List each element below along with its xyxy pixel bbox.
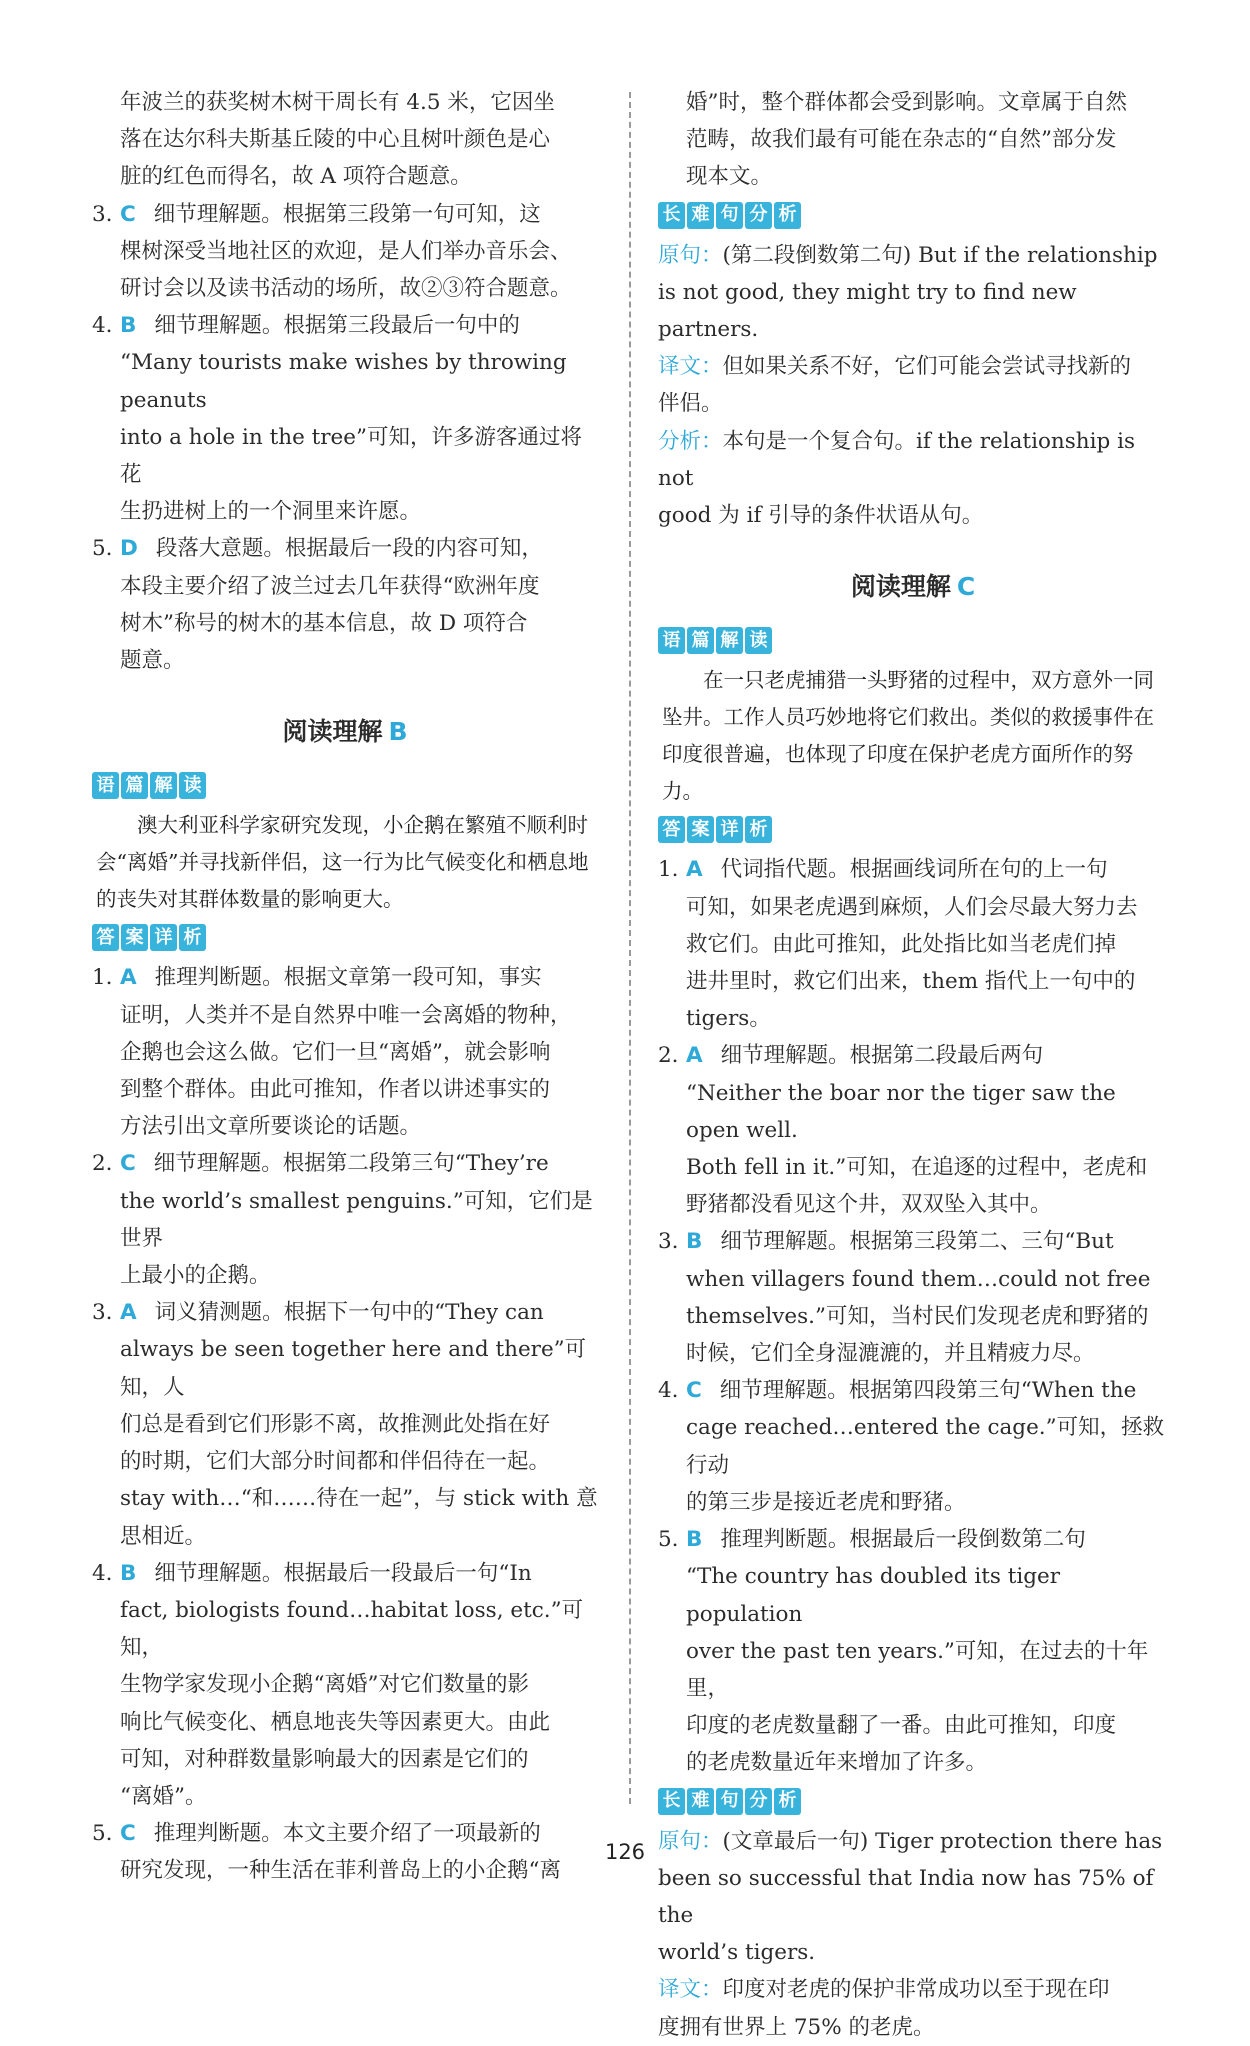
text-line: 现本文。 <box>686 164 773 190</box>
tag-char: 分 <box>745 1788 772 1815</box>
text-line: 推理判断题。根据文章第一段可知，事实 <box>154 965 542 991</box>
item-number: 1. <box>92 965 113 991</box>
text-line: 野猪都没看见这个井，双双坠入其中。 <box>686 1192 1052 1218</box>
text-line: into a hole in the tree”可知，许多游客通过将花 <box>120 424 582 488</box>
text-line: cage reached…entered the cage.”可知，拯救行动 <box>686 1415 1165 1478</box>
tag-char: 解 <box>150 772 177 799</box>
text-line: 研究发现，一种生活在菲利普岛上的小企鹅“离 <box>120 1858 561 1884</box>
answer-item <box>658 851 1168 1037</box>
long-sentence-1: 原句：(第二段倒数第二句) But if the relationship is not good, they might try to find new partners. 译文：但如果关系不好，它们可能会尝试寻找新的 伴侣。 分析：本句是一个复合句。if the relationship is not good 为 if 引导的条件状语从句。 <box>658 242 1158 529</box>
text-line: 印度的老虎数量翻了一番。由此可推知，印度 <box>686 1713 1117 1739</box>
tag-char: 详 <box>150 924 177 951</box>
item-number: 3. <box>92 1300 113 1326</box>
text-line: over the past ten years.”可知，在过去的十年里， <box>686 1638 1149 1701</box>
tag-changnanju-fenxi <box>658 202 1168 229</box>
text-line: 年波兰的获奖树木树干周长有 4.5 米，它因坐 <box>120 90 555 115</box>
text-line: 证明，人类并不是自然界中唯一会离婚的物种， <box>120 1002 572 1028</box>
text-line: when villagers found them…could not free <box>686 1266 1151 1292</box>
text-line: 段落大意题。根据最后一段的内容可知， <box>155 536 543 562</box>
right-column <box>658 84 1168 2046</box>
text-line: 代词指代题。根据画线词所在句的上一句 <box>720 857 1108 883</box>
answer-item <box>92 1555 598 1815</box>
text-line: 词义猜测题。根据下一句中的“They can <box>154 1300 544 1326</box>
text-line: 们总是看到它们形影不离，故推测此处指在好 <box>120 1411 551 1437</box>
tag-char: 语 <box>92 772 119 799</box>
section-heading-b: 阅读理解 B <box>282 717 408 747</box>
text-line: 时候，它们全身湿漉漉的，并且精疲力尽。 <box>686 1341 1095 1367</box>
item-number: 4. <box>92 1560 113 1586</box>
tag-daan-xiangxi <box>92 924 598 951</box>
answer-list-a <box>92 196 598 680</box>
tag-char: 析 <box>774 1788 801 1815</box>
page-number: 126 <box>604 1840 646 1864</box>
item-number: 5. <box>92 1821 113 1847</box>
answer-letter: B <box>686 1229 703 1255</box>
answer-letter: A <box>120 1300 137 1326</box>
tag-char: 案 <box>121 924 148 951</box>
answer-letter: A <box>686 1043 703 1069</box>
tag-yupian-jiedu <box>92 772 598 799</box>
column-divider <box>629 92 631 1804</box>
item-number: 2. <box>658 1043 679 1069</box>
tag-char: 读 <box>745 627 772 654</box>
text-line: “Many tourists make wishes by throwing peanuts <box>120 350 567 413</box>
answer-item <box>92 1145 598 1294</box>
section-heading-c: 阅读理解 C <box>850 572 976 602</box>
text-line: 树木”称号的树木的基本信息，故 D 项符合 <box>120 610 528 636</box>
text-line: 到整个群体。由此可推知，作者以讲述事实的 <box>120 1077 551 1103</box>
tag-char: 句 <box>716 1788 743 1815</box>
item-number: 1. <box>658 857 679 883</box>
text-line: 可知，如果老虎遇到麻烦，人们会尽最大努力去 <box>686 894 1138 920</box>
answer-letter: A <box>686 857 703 883</box>
text-line: “离婚”。 <box>120 1783 207 1809</box>
text-line: 推理判断题。根据最后一段倒数第二句 <box>720 1527 1086 1553</box>
tag-char: 篇 <box>121 772 148 799</box>
tag-char: 答 <box>658 816 685 843</box>
answer-item <box>92 307 598 530</box>
tag-char: 长 <box>658 1788 685 1815</box>
answer-item <box>658 1037 1168 1223</box>
text-line: 细节理解题。根据第三段第一句可知，这 <box>153 201 541 227</box>
text-line: 响比气候变化、栖息地丧失等因素更大。由此 <box>120 1709 551 1735</box>
text-line: 企鹅也会这么做。它们一旦“离婚”，就会影响 <box>120 1039 551 1065</box>
answer-list-c <box>658 851 1168 1781</box>
text-line: themselves.”可知，当村民们发现老虎和野猪的 <box>686 1303 1149 1329</box>
text-line: 的时期，它们大部分时间都和伴侣待在一起。 <box>120 1449 551 1475</box>
tag-char: 解 <box>716 627 743 654</box>
tag-char: 析 <box>774 202 801 229</box>
answer-item <box>658 1521 1168 1781</box>
tag-char: 难 <box>687 1788 714 1815</box>
answer-item <box>92 1294 598 1554</box>
text-line: 可知，对种群数量影响最大的因素是它们的 <box>120 1746 529 1772</box>
text-line: the world’s smallest penguins.”可知，它们是世界 <box>120 1188 593 1251</box>
text-line: 思相近。 <box>120 1523 207 1549</box>
answer-letter: C <box>120 1151 136 1177</box>
item-number: 5. <box>658 1527 679 1553</box>
answer-item <box>92 530 598 679</box>
answer-letter: B <box>120 1560 137 1586</box>
text-line: 生物学家发现小企鹅“离婚”对它们数量的影 <box>120 1672 529 1698</box>
text-line: 的老虎数量近年来增加了许多。 <box>686 1750 988 1776</box>
tag-char: 详 <box>716 816 743 843</box>
text-line: 生扔进树上的一个洞里来许愿。 <box>120 499 422 525</box>
answer-letter: D <box>120 536 138 562</box>
text-line: 细节理解题。根据第四段第三句“When the <box>719 1378 1137 1404</box>
text-line: 题意。 <box>120 648 185 674</box>
answer-letter: C <box>120 1821 136 1847</box>
text-line: 推理判断题。本文主要介绍了一项最新的 <box>153 1821 541 1847</box>
answer-item <box>92 196 598 308</box>
text-line: 细节理解题。根据第二段最后两句 <box>720 1043 1044 1069</box>
item-number: 2. <box>92 1151 113 1177</box>
tag-changnanju-fenxi <box>658 1788 1168 1815</box>
item-number: 4. <box>658 1378 679 1404</box>
text-line: 上最小的企鹅。 <box>120 1263 271 1289</box>
long-sentence-2: 原句：(文章最后一句) Tiger protection there has been so successful that India now has 75% of the world’s tigers. 译文：印度对老虎的保护非常成功以至于现在印 度拥有世界上 75% 的老虎。 <box>658 1828 1163 2040</box>
text-line: 方法引出文章所要谈论的话题。 <box>120 1114 422 1140</box>
tag-char: 语 <box>658 627 685 654</box>
tag-char: 读 <box>179 772 206 799</box>
summary-b: 澳大利亚科学家研究发现，小企鹅在繁殖不顺利时会“离婚”并寻找新伴侣，这一行为比气候变化和栖息地的丧失对其群体数量的影响更大。 <box>96 813 589 912</box>
text-line: 棵树深受当地社区的欢迎，是人们举办音乐会、 <box>120 238 572 264</box>
answer-letter: C <box>120 201 136 227</box>
answer-item <box>658 1223 1168 1372</box>
answer-letter: B <box>686 1527 703 1553</box>
text-line: tigers。 <box>686 1006 771 1032</box>
text-line: 婚”时，整个群体都会受到影响。文章属于自然 <box>686 90 1127 115</box>
text-line: 范畴，故我们最有可能在杂志的“自然”部分发 <box>686 127 1117 153</box>
left-column <box>92 84 598 1890</box>
item-number: 3. <box>658 1229 679 1255</box>
text-line: 细节理解题。根据第二段第三句“They’re <box>153 1151 549 1177</box>
item-number: 4. <box>92 313 113 339</box>
answer-item <box>658 1372 1168 1521</box>
text-line: “Neither the boar nor the tiger saw the open well. <box>686 1080 1116 1143</box>
text-line: “The country has doubled its tiger population <box>686 1564 1061 1627</box>
carry-text-right <box>658 84 1168 196</box>
summary-c: 在一只老虎捕猎一头野猪的过程中，双方意外一同坠井。工作人员巧妙地将它们救出。类似的救援事件在印度很普遍，也体现了印度在保护老虎方面所作的努力。 <box>662 668 1154 804</box>
tag-char: 析 <box>179 924 206 951</box>
tag-char: 长 <box>658 202 685 229</box>
text-line: 研讨会以及读书活动的场所，故②③符合题意。 <box>120 276 572 302</box>
text-line: Both fell in it.”可知，在追逐的过程中，老虎和 <box>686 1155 1148 1181</box>
carry-text-left <box>92 84 598 196</box>
text-line: 细节理解题。根据第三段最后一句中的 <box>154 313 520 339</box>
text-line: 的第三步是接近老虎和野猪。 <box>686 1489 966 1515</box>
answer-letter: C <box>686 1378 702 1404</box>
item-number: 3. <box>92 201 113 227</box>
text-line: fact, biologists found…habitat loss, etc.”可知， <box>120 1597 584 1661</box>
text-line: 细节理解题。根据最后一段最后一句“In <box>154 1560 532 1586</box>
answer-item <box>92 959 598 1145</box>
answer-list-b <box>92 959 598 1889</box>
tag-char: 难 <box>687 202 714 229</box>
tag-char: 篇 <box>687 627 714 654</box>
text-line: 脏的红色而得名，故 A 项符合题意。 <box>120 164 472 190</box>
text-line: 本段主要介绍了波兰过去几年获得“欧洲年度 <box>120 573 540 599</box>
text-line: 落在达尔科夫斯基丘陵的中心且树叶颜色是心 <box>120 127 551 153</box>
tag-char: 句 <box>716 202 743 229</box>
tag-yupian-jiedu <box>658 627 1168 654</box>
text-line: always be seen together here and there”可知，人 <box>120 1337 587 1400</box>
tag-daan-xiangxi <box>658 816 1168 843</box>
text-line: 救它们。由此可推知，此处指比如当老虎们掉 <box>686 931 1117 957</box>
tag-char: 分 <box>745 202 772 229</box>
tag-char: 析 <box>745 816 772 843</box>
text-line: stay with…“和……待在一起”，与 stick with 意 <box>120 1486 598 1512</box>
answer-letter: A <box>120 965 137 991</box>
text-line: 进井里时，救它们出来，them 指代上一句中的 <box>686 969 1136 995</box>
text-line: 细节理解题。根据第三段第二、三句“But <box>720 1229 1114 1255</box>
item-number: 5. <box>92 536 113 562</box>
answer-letter: B <box>120 313 137 339</box>
tag-char: 案 <box>687 816 714 843</box>
tag-char: 答 <box>92 924 119 951</box>
